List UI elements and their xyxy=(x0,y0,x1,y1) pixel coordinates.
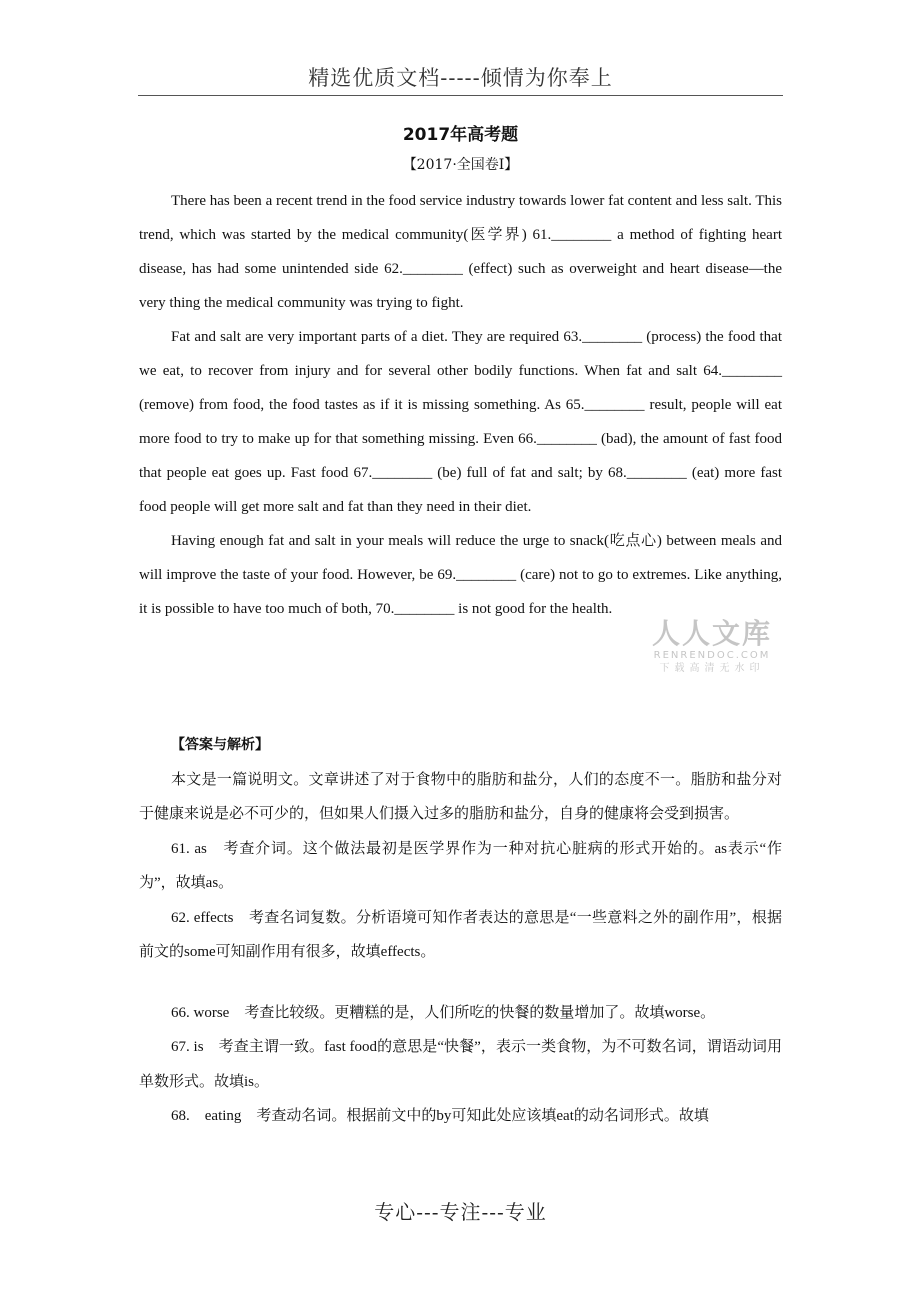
cloze-passage xyxy=(139,184,782,626)
page-header: 精选优质文档-----倾情为你奉上 xyxy=(308,66,613,90)
watermark-tagline: 下载高清无水印 xyxy=(659,663,765,674)
answer-item: 62. effects 考查名词复数。分析语境可知作者表达的意思是“一些意料之外的副作用”，根据前文的some可知副作用有很多，故填effects。 xyxy=(139,909,782,960)
header-divider xyxy=(138,95,783,96)
watermark xyxy=(647,618,777,676)
answer-section xyxy=(139,728,782,1134)
blank-gap xyxy=(139,970,782,996)
exam-source: 【2017·全国卷Ⅰ】 xyxy=(402,157,519,173)
answer-item: 67. is 考查主谓一致。fast food的意思是“快餐”，表示一类食物，为不可数名词，谓语动词用单数形式。故填is。 xyxy=(139,1039,782,1090)
answer-item: 68. eating 考查动名词。根据前文中的by可知此处应该填eat的动名词形式。故填 xyxy=(171,1108,709,1124)
passage-paragraph-1: There has been a recent trend in the food service industry towards lower fat content and less salt. This trend, which was started by the medical community(医学界) 61.________ a method of fighting heart disease, has had some unintended side 62.________ (effect) such as overweight and heart disease—the very thing the medical community was trying to fight. xyxy=(139,193,782,311)
answer-intro: 本文是一篇说明文。文章讲述了对于食物中的脂肪和盐分，人们的态度不一。脂肪和盐分对于健康来说是必不可少的，但如果人们摄入过多的脂肪和盐分，自身的健康将会受到损害。 xyxy=(139,771,782,822)
document-title: 2017年高考题 xyxy=(402,125,519,145)
answer-item: 61. as 考查介词。这个做法最初是医学界作为一种对抗心脏病的形式开始的。as表示“作为”，故填as。 xyxy=(139,840,782,891)
watermark-brand: 人人文库 xyxy=(651,617,772,650)
watermark-url: RENRENDOC.COM xyxy=(653,650,771,661)
passage-paragraph-2: Fat and salt are very important parts of a diet. They are required 63.________ (process) the food that we eat, to recover from injury and for several other bodily functions. When fat and salt 64.________ (remove) from food, the food tastes as if it is missing something. As 65.________ result, people will eat more food to try to make up for that something missing. Even 66.________ (bad), the amount of fast food that people eat goes up. Fast food 67.________ (be) full of fat and salt; by 68.________ (eat) more fast food people will get more salt and fat than they need in their diet. xyxy=(139,329,782,515)
passage-paragraph-3: Having enough fat and salt in your meals will reduce the urge to snack(吃点心) between meals and will improve the taste of your food. However, be 69.________ (care) not to go to extremes. Like anything, it is possible to have too much of both, 70.________ is not good for the health. xyxy=(139,533,782,617)
page-footer: 专心---专注---专业 xyxy=(374,1200,547,1224)
answer-heading: 【答案与解析】 xyxy=(171,737,269,753)
answer-item: 66. worse 考查比较级。更糟糕的是，人们所吃的快餐的数量增加了。故填worse。 xyxy=(171,1004,716,1021)
